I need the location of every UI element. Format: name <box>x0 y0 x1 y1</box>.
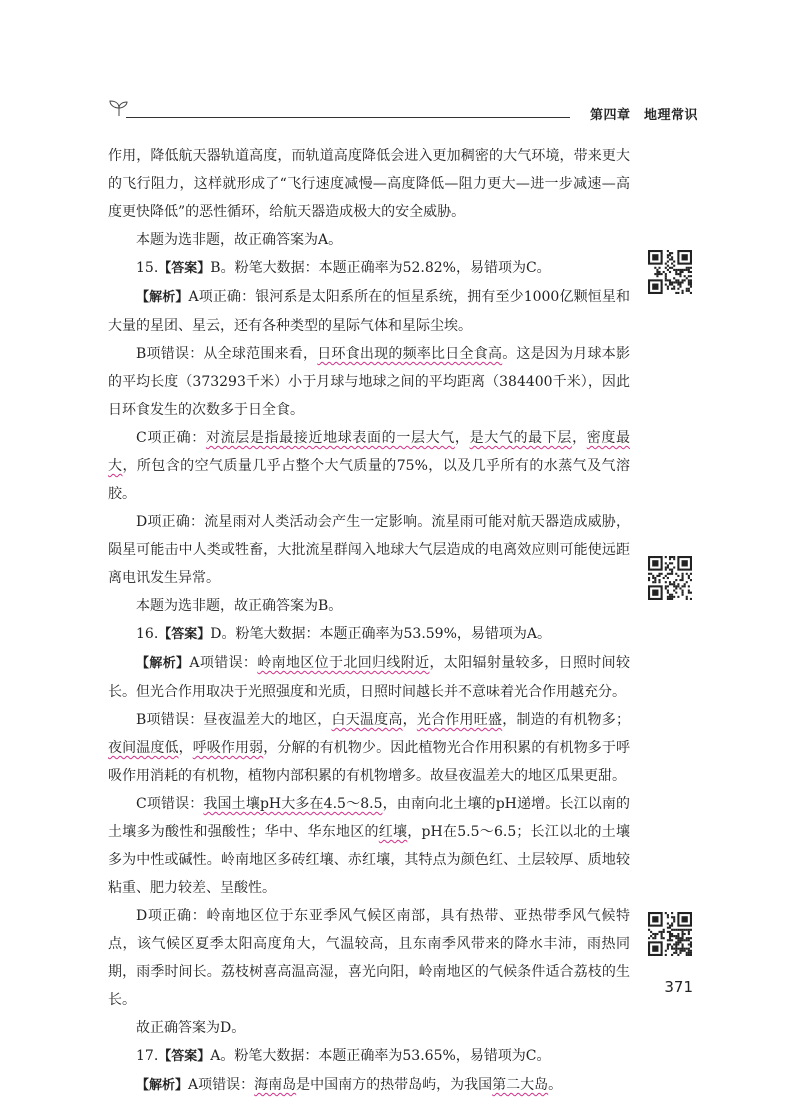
underlined-text: 第二大岛 <box>492 1077 549 1093</box>
text-run: A项错误： <box>188 1077 255 1093</box>
paragraph: 作用，降低航天器轨道高度，而轨道高度降低会进入更加稠密的大气环境，带来更大的飞行阻力，这样就形成了“飞行速度减慢—高度降低—阻力更大—进一步减速—高度更快降低”的恶性循环，给航天器造成极大的安全威胁。 <box>108 148 630 220</box>
text-run: ，由南向北土壤的pH递增。长江以南的土壤多为酸性和强酸性；华中、华东地区的 <box>108 796 630 840</box>
answer-text: B。粉笔大数据：本题正确率为52.82%，易错项为C。 <box>210 260 551 276</box>
analysis-tag: 【解析】 <box>136 290 189 305</box>
text-run: ， <box>178 740 193 756</box>
page-number: 371 <box>664 978 693 996</box>
page-body <box>108 142 630 1100</box>
answer-summary-16: 故正确答案为D。 <box>136 1020 246 1036</box>
answer-text: D。粉笔大数据：本题正确率为53.59%，易错项为A。 <box>210 626 551 642</box>
analysis-15-a <box>108 283 630 340</box>
text-run: 。这是因为月球本影的平均长度（373293千米）小于月球与地球之间的平均距离（384400千米），因此日环食发生的次数多于日全食。 <box>108 346 630 418</box>
qr-code-icon[interactable] <box>648 250 692 294</box>
analysis-16-b <box>108 706 630 790</box>
question-number: 17. <box>136 1048 159 1064</box>
header-rule <box>126 117 570 118</box>
analysis-16-d: D项正确：岭南地区位于东亚季风气候区南部，具有热带、亚热带季风气候特点，该气候区夏季太阳高度角大，气温较高，且东南季风带来的降水丰沛，雨热同期，雨季时间长。荔枝树喜高温高湿，喜光向阳，岭南地区的气候条件适合荔枝的生长。 <box>108 908 630 1008</box>
underlined-text: 呼吸作用弱 <box>192 740 264 756</box>
underlined-text: 海南岛 <box>254 1077 297 1093</box>
answer-summary-15: 本题为选非题，故正确答案为B。 <box>136 598 343 614</box>
qr-code-icon[interactable] <box>648 556 692 600</box>
chapter-title: 第四章 地理常识 <box>589 108 698 123</box>
question-number: 15. <box>136 260 159 276</box>
underlined-text: 岭南地区位于北回归线附近 <box>257 655 430 671</box>
paragraph: 本题为选非题，故正确答案为A。 <box>136 232 343 248</box>
underlined-text: 光合作用旺盛 <box>416 712 503 728</box>
text-run: B项错误：从全球范围来看， <box>136 346 318 362</box>
answer-text: A。粉笔大数据：本题正确率为53.65%，易错项为C。 <box>210 1048 551 1064</box>
underlined-text: 红壤 <box>378 824 408 840</box>
answer-tag: 【答案】 <box>158 1049 211 1064</box>
underlined-text: 密度最大 <box>108 430 631 474</box>
text-run: B项错误：昼夜温差大的地区， <box>136 712 332 728</box>
underlined-text: 日环食出现的频率比日全食高 <box>317 346 503 362</box>
answer-17 <box>108 1042 630 1071</box>
underlined-text: 是大气的最下层 <box>469 430 573 446</box>
text-run: A项错误： <box>189 655 258 671</box>
text-run: ， <box>572 430 587 446</box>
answer-16 <box>108 620 630 649</box>
text-run: ， <box>454 430 470 446</box>
text-run: C项正确： <box>136 430 206 446</box>
qr-code-icon[interactable] <box>648 912 692 956</box>
answer-tag: 【答案】 <box>158 627 211 642</box>
text-run: 是中国南方的热带岛屿，为我国 <box>296 1077 493 1093</box>
question-number: 16. <box>136 626 159 642</box>
underlined-text: 对流层是指最接近地球表面的一层大气 <box>205 430 455 446</box>
text-run: 。 <box>548 1077 563 1093</box>
text-run: ，分解的有机物少。因此植物光合作用积累的有机物多于呼吸作用消耗的有机物，植物内部积累的有机物增多。故昼夜温差大的地区瓜果更甜。 <box>108 740 631 784</box>
underlined-text: 夜间温度低 <box>108 740 179 756</box>
analysis-17-a <box>108 1071 630 1100</box>
text-run: ，太阳辐射量较多，日照时间较长。但光合作用取决于光照强度和光质，日照时间越长并不意味着光合作用越充分。 <box>108 655 630 700</box>
text-run: ，所包含的空气质量几乎占整个大气质量的75%，以及几乎所有的水蒸气及气溶胶。 <box>108 458 630 502</box>
underlined-text: 我国土壤pH大多在4.5～8.5 <box>203 796 383 812</box>
analysis-15-d: D项正确：流星雨对人类活动会产生一定影响。流星雨可能对航天器造成威胁，陨星可能击中人类或牲畜，大批流星群闯入地球大气层造成的电离效应则可能使远距离电讯发生异常。 <box>108 514 630 586</box>
text-run: ，pH在5.5～6.5；长江以北的土壤多为中性或碱性。岭南地区多砖红壤、赤红壤，其特点为颜色红、土层较厚、质地较粘重、肥力较差、呈酸性。 <box>108 824 631 896</box>
text-run: ，制造的有机物多； <box>502 712 631 728</box>
underlined-text: 白天温度高 <box>331 712 403 728</box>
text-run: ， <box>402 712 417 728</box>
analysis-tag: 【解析】 <box>136 1078 189 1093</box>
analysis-16-c <box>108 790 630 902</box>
analysis-16-a <box>108 649 630 706</box>
analysis-15-c <box>108 424 630 508</box>
running-header <box>108 102 698 124</box>
analysis-text: A项正确：银河系是太阳系所在的恒星系统，拥有至少1000亿颗恒星和大量的星团、星云，还有各种类型的星际气体和星际尘埃。 <box>108 289 630 334</box>
analysis-tag: 【解析】 <box>136 656 190 671</box>
answer-15 <box>108 254 630 283</box>
text-run: C项错误： <box>136 796 204 812</box>
answer-tag: 【答案】 <box>158 261 211 276</box>
analysis-15-b <box>108 340 630 424</box>
